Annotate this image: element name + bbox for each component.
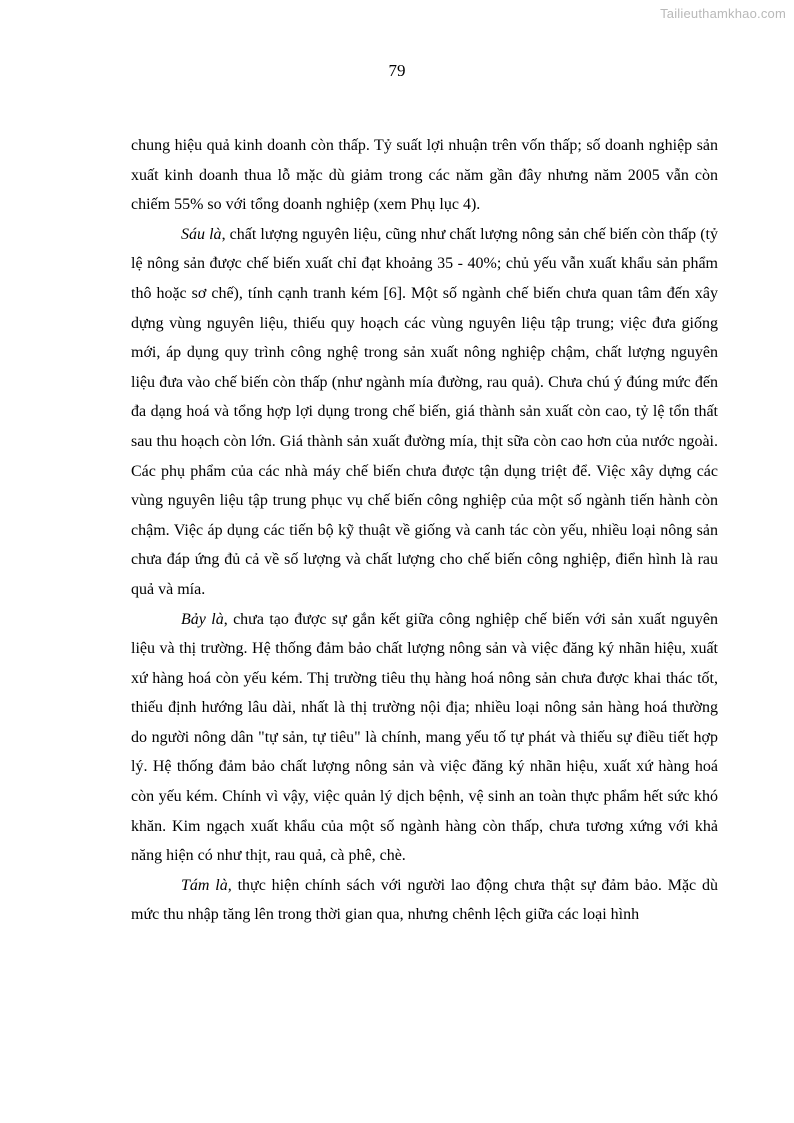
paragraph-text: thực hiện chính sách với người lao động chưa thật sự đảm bảo. Mặc dù mức thu nhập tăng lên trong thời gian qua, nhưng chênh lệch giữa các loại hình: [131, 876, 718, 924]
paragraph-text: chung hiệu quả kinh doanh còn thấp. Tỷ suất lợi nhuận trên vốn thấp; số doanh nghiệp sản xuất kinh doanh thua lỗ mặc dù giảm trong các năm gần đây nhưng năm 2005 vẫn còn chiếm 55% so với tổng doanh nghiệp (xem Phụ lục 4).: [131, 137, 718, 214]
paragraph-text: , chưa tạo được sự gắn kết giữa công nghiệp chế biến với sản xuất nguyên liệu và thị trường. Hệ thống đảm bảo chất lượng nông sản và việc đăng ký nhãn hiệu, xuất xứ hàng hoá còn yếu kém. Thị trường tiêu thụ hàng hoá nông sản chưa được khai thác tốt, thiếu định hướng lâu dài, nhất là thị trường nội địa; nhiều loại nông sản hàng hoá thường do người nông dân "tự sản, tự tiêu" là chính, mang yếu tố tự phát và thiếu sự điều tiết hợp lý. Hệ thống đảm bảo chất lượng nông sản và việc đăng ký nhãn hiệu, xuất xứ hàng hoá còn yếu kém. Chính vì vậy, việc quản lý dịch bệnh, vệ sinh an toàn thực phẩm hết sức khó khăn. Kim ngạch xuất khẩu của một số ngành hàng còn thấp, chưa tương xứng với khả năng hiện có như thịt, rau quả, cà phê, chè.: [131, 610, 719, 865]
paragraph-bay-la: [131, 605, 718, 871]
page-number: 79: [388, 61, 406, 80]
paragraph-text: , chất lượng nguyên liệu, cũng như chất lượng nông sản chế biến còn thấp (tỷ lệ nông sản được chế biến xuất chỉ đạt khoảng 35 - 40%; chủ yếu vẫn xuất khẩu sản phẩm thô hoặc sơ chế), tính cạnh tranh kém [6]. Một số ngành chế biến chưa quan tâm đến xây dựng vùng nguyên liệu, thiếu quy hoạch các vùng nguyên liệu tập trung; việc đưa giống mới, áp dụng quy trình công nghệ trong sản xuất nông nghiệp chậm, chất lượng nguyên liệu đưa vào chế biến còn thấp (như ngành mía đường, rau quả). Chưa chú ý đúng mức đến đa dạng hoá và tổng hợp lợi dụng trong chế biến, giá thành sản xuất còn cao, tỷ lệ tổn thất sau thu hoạch còn lớn. Giá thành sản xuất đường mía, thịt sữa còn cao hơn của nước ngoài. Các phụ phẩm của các nhà máy chế biến chưa được tận dụng triệt để. Việc xây dựng các vùng nguyên liệu tập trung phục vụ chế biến công nghiệp của một số ngành tiến hành còn chậm. Việc áp dụng các tiến bộ kỹ thuật về giống và canh tác còn yếu, nhiều loại nông sản chưa đáp ứng đủ cả về số lượng và chất lượng cho chế biến công nghiệp, điển hình là rau quả và mía.: [131, 225, 718, 598]
paragraph-lead-italic: Bảy là: [181, 610, 224, 628]
paragraph-lead-italic: Sáu là: [181, 225, 222, 243]
paragraph-lead-italic: Tám là,: [181, 876, 232, 894]
watermark-text: Tailieuthamkhao.com: [660, 6, 786, 21]
paragraph-sau-la: [131, 220, 718, 605]
document-body: [131, 131, 718, 930]
paragraph-continuation: [131, 131, 718, 220]
paragraph-tam-la: [131, 871, 718, 930]
